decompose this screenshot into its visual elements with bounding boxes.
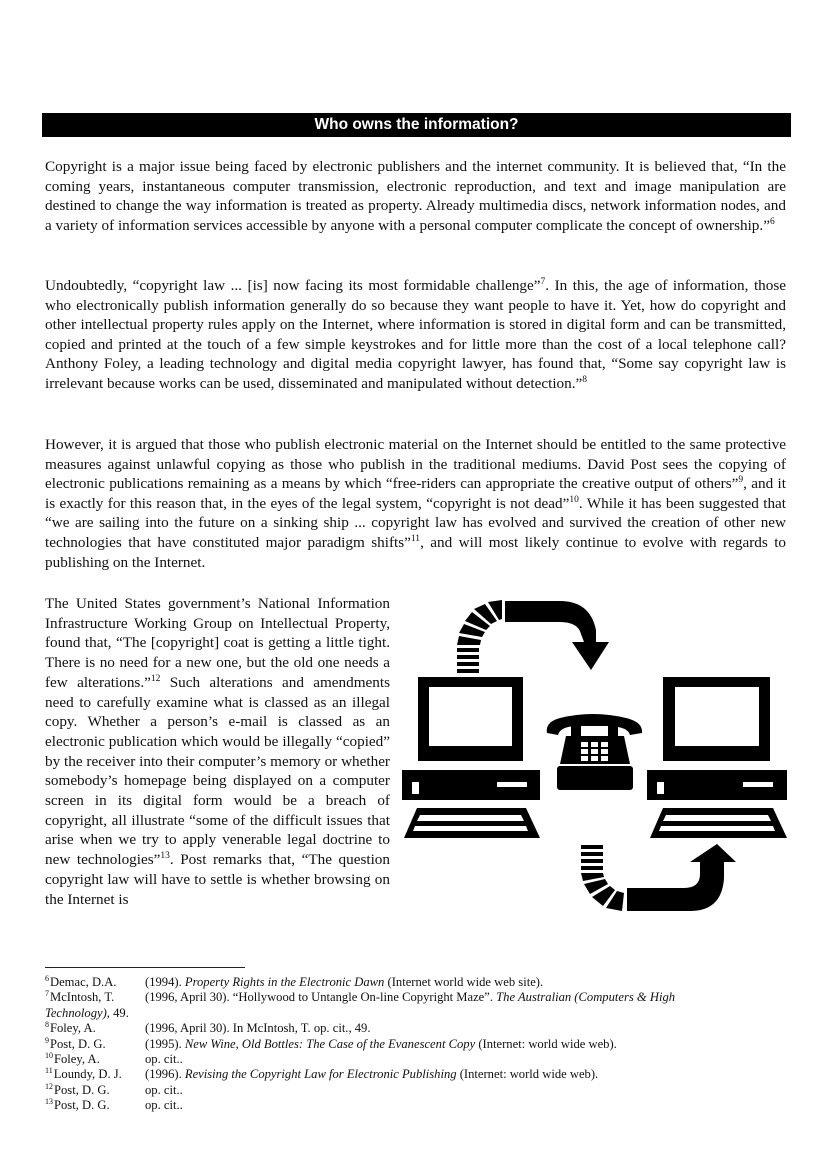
footnote-author: Post, D. G.: [50, 1036, 106, 1051]
paragraph-1-text: Copyright is a major issue being faced by electronic publishers and the internet community. It is believed that, “In the coming years, instantaneous computer transmission, electronic reproduction, and text and image manipulation are destined to change the way information is treated as property. Already multimedia discs, network information nodes, and a variety of information services accessible by anyone with a personal computer complicate the concept of ownership.”: [45, 158, 786, 234]
footnote-ref-13[interactable]: 13: [160, 851, 170, 862]
arrow-stripe: [581, 859, 603, 863]
footnote-divider: [45, 967, 245, 968]
footnote-author: McIntosh, T.: [50, 990, 115, 1005]
network-illustration: [395, 590, 805, 920]
arrow-stripe: [581, 852, 603, 856]
footnote-text: op. cit..: [145, 1082, 183, 1097]
computer-left-icon: [402, 677, 540, 838]
arrow-stripe: [457, 669, 479, 673]
footnote-ref-7[interactable]: 7: [540, 277, 546, 287]
footnote-title: New Wine, Old Bottles: The Case of the Evanescent Copy: [184, 1036, 476, 1051]
footnote-13: [45, 1098, 805, 1113]
drive-slot-left: [412, 782, 419, 794]
footnote-number: 6: [45, 974, 49, 983]
arrow-bottom-icon: [581, 844, 736, 911]
footnote-text: (1994).: [145, 975, 185, 989]
footnote-text: (1996, April 30). In McIntosh, T. op. cit., 49.: [145, 1021, 371, 1036]
keyboard-right: [650, 808, 787, 838]
paragraph-3-text-d: , and will most likely continue to evolve with regards to publishing on the Internet.: [45, 533, 787, 571]
monitor-left: [418, 677, 523, 761]
footnote-ref-6[interactable]: 6: [769, 216, 775, 227]
keyboard-left: [404, 808, 540, 838]
cradle-left: [571, 725, 581, 737]
arrow-stripe: [457, 662, 479, 666]
footnote-text: (Internet: world wide web).: [456, 1067, 599, 1082]
footnote-number: 10: [45, 1051, 53, 1061]
footnote-11: [45, 1067, 805, 1082]
floppy-slot-left: [497, 782, 527, 787]
paragraph-2-text-b: . In this, the age of information, those who electronically publish information generally do so because they want people to have it. Yet, how do copyright and other intellectual property rules apply on the Internet, where information is stored in digital form and can be transmitted, copied and printed at the touch of a few simple keystrokes and for little more than the cost of a local telephone call? Anthony Foley, a leading technology and digital media copyright lawyer, has found that, “Some say copyright law is irrelevant because works can be used, disseminated and manipulated without detection.”: [45, 277, 787, 392]
footnote-ref-8[interactable]: 8: [582, 374, 588, 385]
paragraph-3: [45, 435, 786, 572]
footnote-author: Foley, A.: [50, 1021, 96, 1036]
paragraph-4-text-c: . Post remarks that, “The question copyright law will have to settle is whether browsing on the Internet is: [45, 851, 390, 908]
arrow-body: [505, 601, 609, 670]
footnote-author: Post, D. G.: [54, 1082, 110, 1097]
footnote-text: (Internet world wide web site).: [384, 975, 544, 989]
footnote-text: (1995).: [145, 1036, 185, 1051]
footnote-title: The Australian (Computers & High: [496, 990, 676, 1005]
footnote-author: Demac, D.A.: [50, 975, 117, 989]
computer-right-icon: [647, 677, 787, 838]
paragraph-4: [45, 594, 390, 909]
arrow-stripe: [457, 655, 479, 659]
footnote-text: , 49.: [106, 1005, 129, 1020]
footnote-12: [45, 1083, 805, 1098]
footnote-7: [45, 990, 805, 1005]
footnote-title: Technology): [45, 1005, 107, 1020]
footnote-8: [45, 1021, 805, 1036]
arrow-stripe: [457, 648, 479, 652]
footnotes: [45, 975, 805, 1114]
paragraph-3-text-a: However, it is argued that those who publish electronic material on the Internet should be entitled to the same protective measures against unlawful copying as those who publish in the traditional mediums. David Post sees the copying of electronic publications remaining as a means by which “free-riders can appropriate the creative output of others”: [45, 436, 786, 493]
paragraph-3-text-c: . While it has been suggested that “we are sailing into the future on a sinking ship ... copyright law has evolved and survived the creation of other new technologies that have constituted major paradigm shifts”: [45, 494, 786, 551]
footnote-7-continuation: [45, 1006, 805, 1021]
footnote-number: 9: [45, 1035, 49, 1045]
footnote-text: op. cit..: [145, 1052, 183, 1067]
cradle-right: [608, 725, 618, 737]
keypad: [581, 742, 608, 761]
arrow-top-icon: [457, 600, 609, 673]
footnote-author: Loundy, D. J.: [53, 1067, 122, 1082]
footnote-ref-11[interactable]: 11: [410, 533, 421, 544]
paragraph-4-text-b: Such alterations and amendments need to carefully examine what is classed as an illegal copy. Whether a person’s e-mail is classed as an electronic publication which would be illegally “copied” by the receiver into their computer’s memory or whether somebody’s homepage being displayed on a computer screen in its digital form would be a breach of copyright, all illustrate “some of the difficult issues that arise when we try to apply venerable legal doctrine to new technologies”: [45, 673, 390, 869]
section-heading: Who owns the information?: [42, 113, 791, 137]
arrow-stripe: [581, 866, 603, 870]
footnote-text: (Internet: world wide web).: [475, 1036, 617, 1051]
footnote-number: 11: [45, 1066, 53, 1076]
footnote-author: Post, D. G.: [54, 1098, 110, 1113]
footnote-ref-12[interactable]: 12: [150, 673, 161, 684]
footnote-number: 12: [45, 1081, 53, 1091]
paragraph-1: [45, 157, 786, 235]
monitor-right: [663, 677, 770, 761]
floppy-slot-right: [743, 782, 773, 787]
paragraph-3-text-b: , and it is exactly for this reason that, in the eyes of the legal system, “copyright is not dead”: [45, 475, 786, 512]
footnote-title: Property Rights in the Electronic Dawn: [184, 975, 385, 989]
footnote-text: (1996).: [145, 1067, 185, 1082]
footnote-ref-10[interactable]: 10: [569, 494, 579, 505]
footnote-number: 13: [45, 1097, 53, 1107]
paragraph-2: [45, 276, 786, 394]
footnote-text: op. cit..: [145, 1098, 183, 1113]
footnote-ref-9[interactable]: 9: [738, 475, 744, 486]
footnote-text: (1996, April 30). “Hollywood to Untangle On-line Copyright Maze”.: [145, 990, 497, 1005]
arrow-segment: [457, 636, 481, 645]
arrow-stripe: [581, 845, 603, 849]
footnote-10: [45, 1052, 805, 1067]
arrow-segment: [581, 873, 604, 881]
arrow-body: [627, 844, 736, 911]
footnote-title: Revising the Copyright Law for Electronic Publishing: [184, 1067, 457, 1082]
footnote-number: 8: [45, 1020, 49, 1030]
footnote-9: [45, 1037, 805, 1052]
footnote-number: 7: [45, 989, 49, 999]
footnote-6: [45, 975, 805, 990]
footnote-author: Foley, A.: [54, 1052, 100, 1067]
telephone-icon: [547, 714, 642, 790]
phone-base: [557, 766, 633, 790]
paragraph-4-text-a: The United States government’s National Information Infrastructure Working Group on Intellectual Property, found that, “The [copyright] coat is getting a little tight. There is no need for a new one, but the old one needs a few alterations.”: [45, 595, 390, 691]
paragraph-2-text-a: Undoubtedly, “copyright law ... [is] now facing its most formidable challenge”: [45, 277, 541, 294]
drive-slot-right: [657, 782, 664, 794]
handset: [547, 714, 642, 735]
